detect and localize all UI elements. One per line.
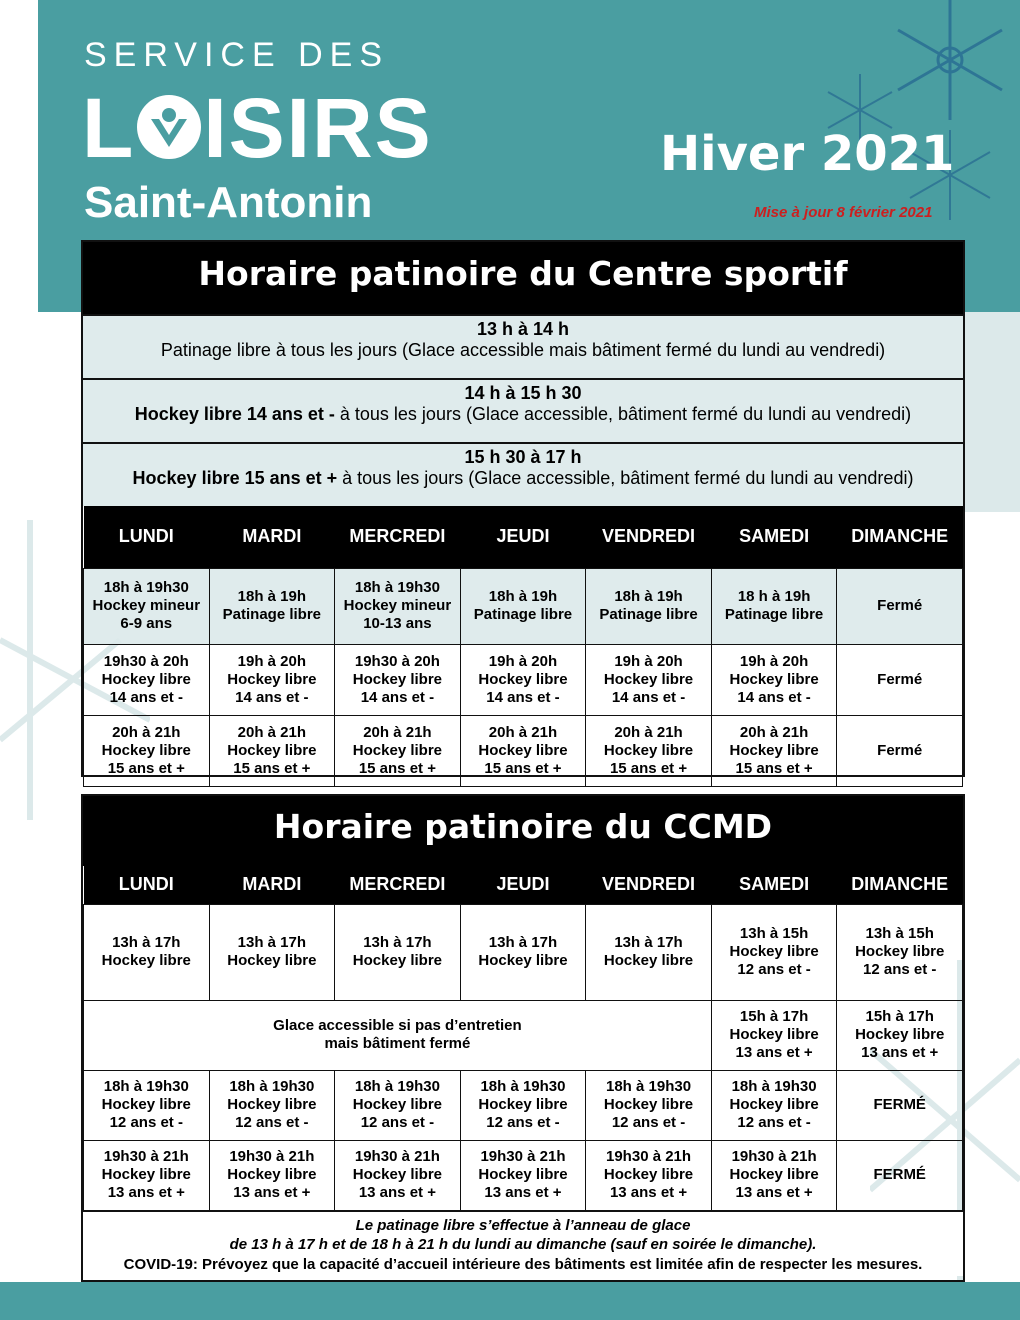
cell-line: 20h à 21h <box>237 723 307 741</box>
cell-line: 13h à 17h <box>488 934 558 951</box>
cell-line: Patinage libre <box>473 606 573 623</box>
schedule-cell <box>460 715 586 786</box>
cell-line: 18h à 19h30 <box>480 1078 566 1095</box>
cell-line: FERMÉ <box>873 1166 926 1183</box>
day-header: MERCREDI <box>335 866 461 904</box>
schedule-cell <box>586 568 712 644</box>
cell-line: 19h30 à 21h <box>354 1148 440 1165</box>
cell-line: Hockey libre <box>478 741 568 759</box>
centre-title: Horaire patinoire du Centre sportif <box>83 242 963 314</box>
day-header: MERCREDI <box>335 506 461 568</box>
cell-line: 19h30 à 20h <box>103 652 189 670</box>
day-header: JEUDI <box>460 506 586 568</box>
schedule-cell <box>209 904 335 1000</box>
brand-logo-loisirs <box>82 81 433 175</box>
schedule-cell <box>84 568 210 644</box>
brand-letters: ISIRS <box>203 81 433 175</box>
schedule-cell <box>586 644 712 715</box>
cell-line: 20h à 21h <box>739 723 809 741</box>
cell-line: 14 ans et - <box>611 688 686 706</box>
cell-line: Hockey libre <box>352 670 443 688</box>
schedule-cell <box>335 715 461 786</box>
notice-line: Glace accessible si pas d’entretien <box>273 1017 522 1034</box>
cell-line: 15h à 17h <box>739 1008 809 1025</box>
schedule-cell <box>84 644 210 715</box>
cell-line: Hockey libre <box>603 741 694 759</box>
schedule-cell <box>209 715 335 786</box>
cell-line: Hockey libre <box>729 1166 819 1183</box>
brand-place: Saint-Antonin <box>84 178 373 227</box>
cell-line: Hockey libre <box>603 670 694 688</box>
cell-line: 13 ans et + <box>107 1184 185 1201</box>
updated-date: Mise à jour 8 février 2021 <box>754 204 933 221</box>
cell-line: 12 ans et - <box>486 1114 560 1131</box>
cell-line: 13 ans et + <box>233 1184 311 1201</box>
cell-line: Hockey libre <box>603 1096 694 1113</box>
cell-line: 12 ans et - <box>737 961 811 978</box>
cell-line: 15 ans et + <box>609 759 688 777</box>
schedule-cell <box>586 904 712 1000</box>
cell-line: 18h à 19h <box>614 588 683 605</box>
cell-line: Hockey libre <box>478 670 568 688</box>
schedule-cell <box>84 715 210 786</box>
info-description: à tous les jours (Glace accessible, bâtiment fermé du lundi au vendredi) <box>339 404 912 424</box>
cell-line: Hockey libre <box>227 741 317 759</box>
cell-line: 15 ans et + <box>233 759 311 777</box>
cell-line: Hockey libre <box>729 1096 819 1113</box>
schedule-cell <box>335 904 461 1000</box>
info-activity: Hockey libre 14 ans et - <box>134 404 340 424</box>
cell-line: 12 ans et - <box>611 1114 686 1131</box>
cell-line: 14 ans et - <box>109 688 183 706</box>
schedule-cell <box>837 1070 963 1140</box>
cell-line: Fermé <box>877 741 923 759</box>
cell-line: 6-9 ans <box>120 615 173 632</box>
day-header: SAMEDI <box>711 866 837 904</box>
brand-letter: L <box>82 81 136 175</box>
cell-line: Hockey libre <box>478 952 568 969</box>
cell-line: 13 ans et + <box>358 1184 436 1201</box>
cell-line: 13 ans et + <box>735 1044 813 1061</box>
cell-line: 18h à 19h30 <box>103 1078 189 1095</box>
brand-line-service: SERVICE DES <box>84 36 390 74</box>
cell-line: 19h à 20h <box>237 652 307 670</box>
cell-line: 18h à 19h30 <box>103 579 189 596</box>
cell-line: 19h30 à 21h <box>606 1148 692 1165</box>
cell-line: 12 ans et - <box>360 1114 435 1131</box>
schedule-cell <box>711 715 837 786</box>
day-header: JEUDI <box>460 866 586 904</box>
cell-line: 13 ans et + <box>609 1184 688 1201</box>
cell-line: Hockey libre <box>352 1166 443 1183</box>
cell-line: 15h à 17h <box>865 1008 934 1025</box>
day-header: LUNDI <box>84 506 210 568</box>
info-hours: 15 h 30 à 17 h <box>464 447 582 467</box>
schedule-cell <box>209 644 335 715</box>
ccmd-grid <box>83 866 963 1211</box>
cell-line: 19h30 à 21h <box>731 1148 817 1165</box>
cell-line: Hockey mineur <box>343 597 452 614</box>
cell-line: 14 ans et - <box>235 688 309 706</box>
info-row <box>83 314 963 378</box>
cell-line: Hockey libre <box>729 741 819 759</box>
schedule-cell <box>460 644 586 715</box>
cell-line: 13 ans et + <box>484 1184 562 1201</box>
schedule-cell <box>84 1140 210 1210</box>
schedule-cell <box>837 644 963 715</box>
info-hours: 13 h à 14 h <box>476 319 570 339</box>
schedule-cell <box>837 715 963 786</box>
cell-line: 20h à 21h <box>488 723 558 741</box>
info-row <box>83 378 963 442</box>
info-hours: 14 h à 15 h 30 <box>464 383 582 403</box>
cell-line: 13h à 17h <box>112 934 181 951</box>
cell-line: Hockey libre <box>352 741 443 759</box>
table-row <box>84 1000 963 1070</box>
cell-line: Hockey libre <box>729 670 819 688</box>
table-row <box>84 904 963 1000</box>
cell-line: FERMÉ <box>873 1096 926 1113</box>
cell-line: Hockey libre <box>101 952 191 969</box>
cell-line: 12 ans et - <box>737 1114 811 1131</box>
table-row <box>84 1070 963 1140</box>
cell-line: 20h à 21h <box>112 723 181 741</box>
schedule-cell <box>335 644 461 715</box>
cell-line: 18h à 19h <box>237 588 307 605</box>
schedule-cell <box>837 568 963 644</box>
cell-line: 13h à 17h <box>237 934 307 951</box>
cell-line: 15 ans et + <box>107 759 185 777</box>
cell-line: Patinage libre <box>222 606 322 623</box>
cell-line: Hockey libre <box>352 952 443 969</box>
schedule-cell <box>335 1070 461 1140</box>
info-text <box>83 340 963 361</box>
day-header: LUNDI <box>84 866 210 904</box>
cell-line: Hockey libre <box>855 943 945 960</box>
cell-line: 19h à 20h <box>739 652 809 670</box>
cell-line: 18h à 19h <box>488 588 558 605</box>
cell-line: 15 ans et + <box>735 759 813 777</box>
centre-grid <box>83 506 963 787</box>
footer-band <box>0 1282 1020 1320</box>
cell-line: 13h à 17h <box>614 934 683 951</box>
cell-line: 12 ans et - <box>863 961 937 978</box>
table-row <box>84 1140 963 1210</box>
schedule-cell <box>711 1140 837 1210</box>
logo-figure-icon <box>137 95 201 159</box>
cell-line: Hockey libre <box>227 1166 317 1183</box>
schedule-cell <box>84 904 210 1000</box>
snowflake-decoration <box>880 0 1020 130</box>
cell-line: Hockey libre <box>478 1166 568 1183</box>
cell-line: 19h à 20h <box>488 652 558 670</box>
cell-line: 14 ans et - <box>737 688 811 706</box>
ccmd-schedule <box>81 794 965 1282</box>
cell-line: 19h30 à 21h <box>229 1148 315 1165</box>
table-row <box>84 715 963 786</box>
cell-line: Hockey libre <box>729 943 819 960</box>
cell-line: 18h à 19h30 <box>354 1078 440 1095</box>
schedule-cell <box>460 1070 586 1140</box>
cell-line: 12 ans et - <box>235 1114 309 1131</box>
ccmd-footer <box>83 1211 963 1277</box>
cell-line: Hockey mineur <box>92 597 201 614</box>
day-header: SAMEDI <box>711 506 837 568</box>
cell-line: Hockey libre <box>101 1166 191 1183</box>
notice-line: mais bâtiment fermé <box>324 1035 471 1052</box>
centre-schedule <box>81 240 965 777</box>
cell-line: 18 h à 19h <box>737 588 811 605</box>
side-band <box>965 312 1020 512</box>
cell-line: Hockey libre <box>101 1096 191 1113</box>
day-header: DIMANCHE <box>837 866 963 904</box>
footer-line: Le patinage libre s’effectue à l’anneau de glace <box>355 1216 691 1234</box>
cell-line: 19h30 à 21h <box>480 1148 566 1165</box>
schedule-cell <box>84 1070 210 1140</box>
schedule-cell <box>586 1140 712 1210</box>
cell-line: 15 ans et + <box>484 759 562 777</box>
schedule-cell <box>837 1000 963 1070</box>
glace-notice <box>84 1000 712 1070</box>
cell-line: Patinage libre <box>724 606 824 623</box>
info-activity: Hockey libre 15 ans et + <box>132 468 343 488</box>
cell-line: Hockey libre <box>603 1166 694 1183</box>
schedule-cell <box>460 1140 586 1210</box>
schedule-cell <box>711 644 837 715</box>
cell-line: Fermé <box>877 597 923 614</box>
cell-line: 12 ans et - <box>109 1114 183 1131</box>
info-description: à tous les jours (Glace accessible, bâtiment fermé du lundi au vendredi) <box>342 468 914 488</box>
schedule-cell <box>711 1000 837 1070</box>
day-header: MARDI <box>209 506 335 568</box>
cell-line: 13h à 17h <box>363 934 432 951</box>
cell-line: 13h à 15h <box>739 925 809 942</box>
cell-line: Hockey libre <box>729 1026 819 1043</box>
cell-line: 15 ans et + <box>358 759 436 777</box>
cell-line: 13 ans et + <box>861 1044 939 1061</box>
info-text <box>83 404 963 425</box>
cell-line: 18h à 19h30 <box>731 1078 817 1095</box>
table-row <box>84 644 963 715</box>
day-header: MARDI <box>209 866 335 904</box>
day-header: VENDREDI <box>586 866 712 904</box>
covid-notice: COVID-19: Prévoyez que la capacité d’accueil intérieure des bâtiments est limitée afin de respecter les mesures. <box>123 1255 923 1273</box>
info-description: Patinage libre à tous les jours (Glace accessible mais bâtiment fermé du lundi au vendredi) <box>160 340 886 360</box>
schedule-cell <box>460 568 586 644</box>
cell-line: 20h à 21h <box>614 723 683 741</box>
cell-line: 14 ans et - <box>360 688 435 706</box>
cell-line: Hockey libre <box>352 1096 443 1113</box>
cell-line: Hockey libre <box>603 952 694 969</box>
cell-line: 10-13 ans <box>363 615 432 632</box>
cell-line: Patinage libre <box>599 606 698 623</box>
cell-line: 13 ans et + <box>735 1184 813 1201</box>
cell-line: Hockey libre <box>101 670 191 688</box>
cell-line: Hockey libre <box>227 1096 317 1113</box>
schedule-cell <box>209 568 335 644</box>
cell-line: 19h à 20h <box>614 652 683 670</box>
cell-line: 13h à 15h <box>865 925 934 942</box>
cell-line: 19h30 à 21h <box>103 1148 189 1165</box>
cell-line: Hockey libre <box>227 952 317 969</box>
cell-line: 14 ans et - <box>486 688 560 706</box>
day-header: VENDREDI <box>586 506 712 568</box>
table-row <box>84 568 963 644</box>
schedule-cell <box>711 1070 837 1140</box>
cell-line: 20h à 21h <box>363 723 432 741</box>
info-text <box>83 468 963 489</box>
cell-line: Hockey libre <box>478 1096 568 1113</box>
ccmd-title: Horaire patinoire du CCMD <box>83 796 963 866</box>
footer-line: de 13 h à 17 h et de 18 h à 21 h du lundi au dimanche (sauf en soirée le dimanche). <box>229 1236 817 1253</box>
cell-line: 18h à 19h30 <box>354 579 440 596</box>
cell-line: Hockey libre <box>101 741 191 759</box>
info-row <box>83 442 963 506</box>
schedule-cell <box>460 904 586 1000</box>
schedule-cell <box>586 1070 712 1140</box>
day-header: DIMANCHE <box>837 506 963 568</box>
schedule-cell <box>837 1140 963 1210</box>
schedule-cell <box>711 568 837 644</box>
schedule-cell <box>335 568 461 644</box>
cell-line: 19h30 à 20h <box>354 652 440 670</box>
cell-line: Hockey libre <box>855 1026 945 1043</box>
schedule-cell <box>837 904 963 1000</box>
season-title: Hiver 2021 <box>660 126 955 182</box>
cell-line: 18h à 19h30 <box>229 1078 315 1095</box>
schedule-cell <box>586 715 712 786</box>
cell-line: Hockey libre <box>227 670 317 688</box>
schedule-cell <box>335 1140 461 1210</box>
cell-line: Fermé <box>877 670 923 688</box>
schedule-cell <box>711 904 837 1000</box>
schedule-cell <box>209 1140 335 1210</box>
schedule-cell <box>209 1070 335 1140</box>
cell-line: 18h à 19h30 <box>606 1078 692 1095</box>
